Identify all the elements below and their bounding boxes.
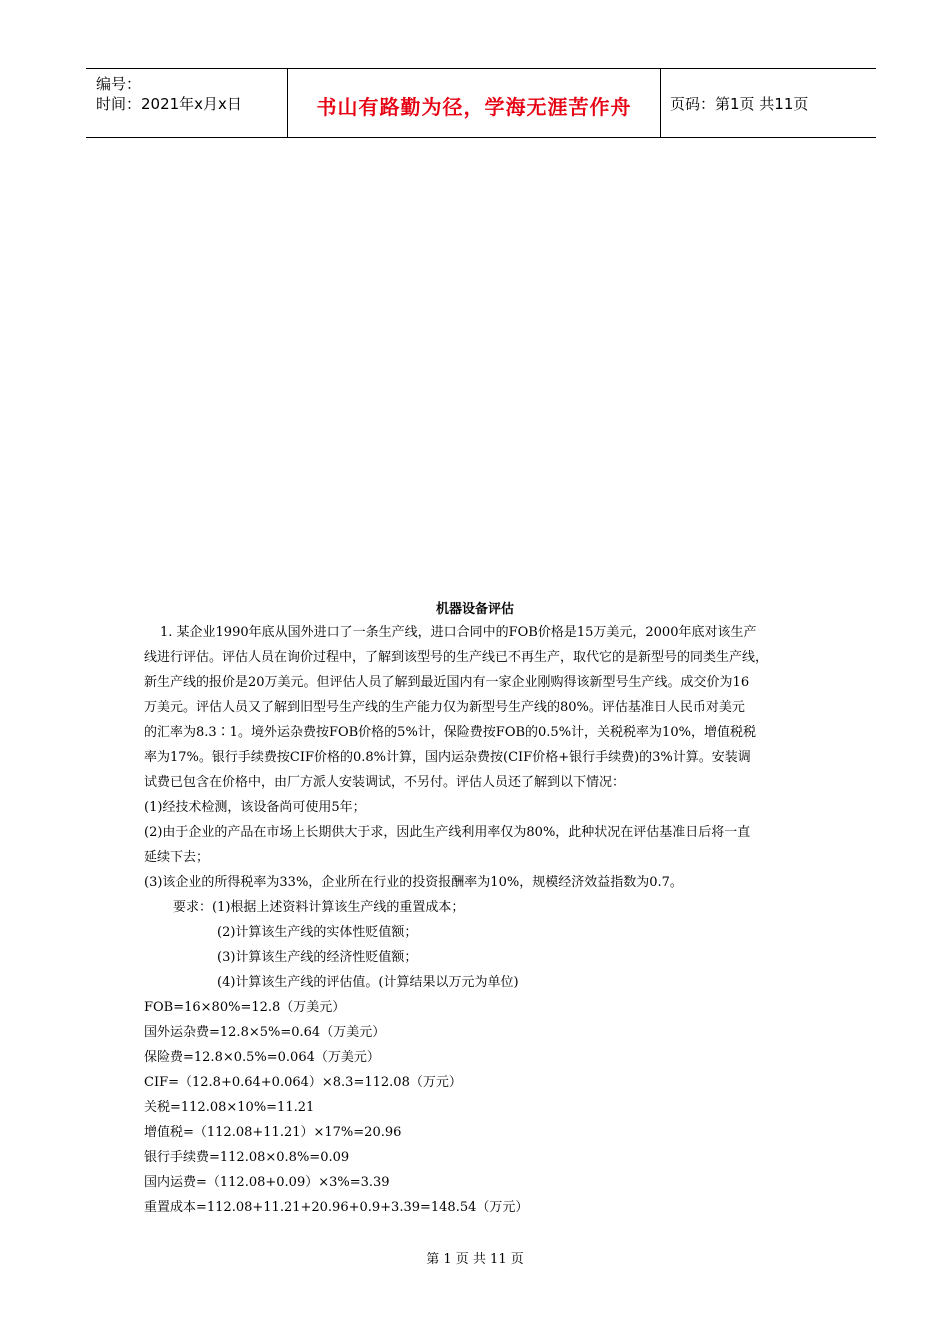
problem-line: 的汇率为8.3∶1。境外运杂费按FOB价格的5%计，保险费按FOB的0.5%计，关税税率为10%，增值税税 xyxy=(144,725,756,740)
problem-line: 新生产线的报价是20万美元。但评估人员了解到最近国内有一家企业刚购得该新型号生产线。成交价为16 xyxy=(144,675,750,690)
requirement-line: 要求：(1)根据上述资料计算该生产线的重置成本； xyxy=(173,900,465,915)
page-footer-number: 第 1 页 共 11 页 xyxy=(426,1252,524,1267)
problem-line: 试费已包含在价格中，由厂方派人安装调试，不另付。评估人员还了解到以下情况： xyxy=(144,775,626,790)
solution-line: CIF=（12.8+0.64+0.064）×8.3=112.08（万元） xyxy=(144,1075,462,1090)
requirement-line: (4)计算该生产线的评估值。(计算结果以万元为单位) xyxy=(217,975,519,990)
solution-line: 国外运杂费=12.8×5%=0.64（万美元） xyxy=(144,1025,386,1040)
condition-line: (2)由于企业的产品在市场上长期供大于求，因此生产线利用率仅为80%，此种状况在评估基准日后将一直 xyxy=(144,825,751,840)
condition-line: (1)经技术检测，该设备尚可使用5年； xyxy=(144,800,366,815)
solution-line: 银行手续费=112.08×0.8%=0.09 xyxy=(144,1150,350,1165)
document-time-label: 时间：2021年x月x日 xyxy=(96,95,242,113)
header-motto-cell xyxy=(287,69,661,137)
solution-line: 增值税=（112.08+11.21）×17%=20.96 xyxy=(144,1125,402,1140)
solution-line: FOB=16×80%=12.8（万美元） xyxy=(144,1000,346,1015)
requirement-line: (2)计算该生产线的实体性贬值额； xyxy=(217,925,418,940)
header-left-cell xyxy=(86,69,286,137)
solution-line: 关税=112.08×10%=11.21 xyxy=(144,1100,315,1115)
problem-line: 线进行评估。评估人员在询价过程中，了解到该型号的生产线已不再生产，取代它的是新型号的同类生产线， xyxy=(144,650,769,665)
problem-line: 1. 某企业1990年底从国外进口了一条生产线，进口合同中的FOB价格是15万美元，2000年底对该生产 xyxy=(160,625,757,640)
solution-line: 保险费=12.8×0.5%=0.064（万美元） xyxy=(144,1050,380,1065)
requirement-line: (3)计算该生产线的经济性贬值额； xyxy=(217,950,418,965)
problem-line: 率为17%。银行手续费按CIF价格的0.8%计算，国内运杂费按(CIF价格+银行手续费)的3%计算。安装调 xyxy=(144,750,751,765)
document-title: 机器设备评估 xyxy=(435,602,514,617)
problem-line: 万美元。评估人员又了解到旧型号生产线的生产能力仅为新型号生产线的80%。评估基准日人民币对美元 xyxy=(144,700,745,715)
document-number-label: 编号： xyxy=(96,75,142,93)
condition-line: 延续下去； xyxy=(144,850,210,865)
solution-line: 国内运费=（112.08+0.09）×3%=3.39 xyxy=(144,1175,390,1190)
condition-line: (3)该企业的所得税率为33%，企业所在行业的投资报酬率为10%，规模经济效益指数为0.7。 xyxy=(144,875,683,890)
header-page-label: 页码：第1页 共11页 xyxy=(670,95,809,113)
page-header xyxy=(86,68,876,138)
header-motto: 书山有路勤为径，学海无涯苦作舟 xyxy=(316,95,632,119)
header-right-cell xyxy=(660,69,876,137)
solution-line: 重置成本=112.08+11.21+20.96+0.9+3.39=148.54（万元） xyxy=(144,1200,529,1215)
